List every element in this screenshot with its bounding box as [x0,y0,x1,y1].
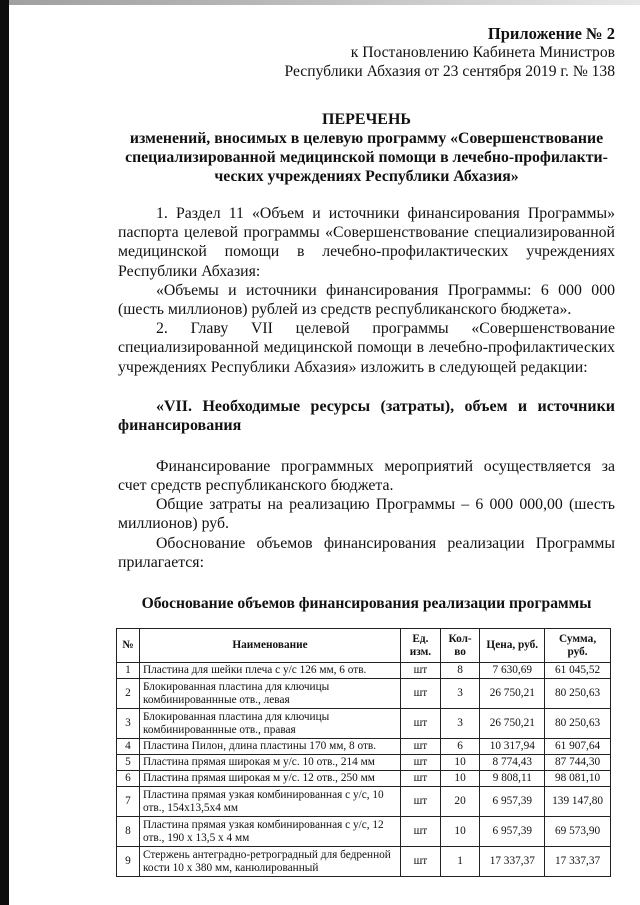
cell-price: 8 774,43 [480,755,545,771]
paragraph-2: «Объемы и источники финансирования Программы: 6 000 000 (шесть миллионов) рублей из средств республиканского бюджета». [118,281,615,319]
table-row [117,817,611,847]
cell-sum: 139 147,80 [545,787,611,817]
title-line-1: изменений, вносимых в целевую программу «Совершенствование [129,130,604,147]
cell-sum: 80 250,63 [545,679,611,709]
cell-sum: 80 250,63 [545,709,611,739]
cell-unit: шт [401,787,441,817]
cell-unit: шт [401,817,441,847]
paragraph-4: Финансирование программных мероприятий осуществляется за счет средств республиканского бюджета. [118,457,615,495]
cell-name: Пластина для шейки плеча с у/с 126 мм, 6 отв. [139,663,400,679]
cell-qty: 3 [440,679,480,709]
cell-name: Пластина прямая широкая м у/с. 10 отв., 214 мм [139,755,400,771]
table-row [117,847,611,877]
paragraph-6: Обоснование объемов финансирования реализации Программы прилагается: [118,534,615,571]
scan-edge-left [0,0,9,905]
document-page [118,0,615,877]
cell-unit: шт [401,679,441,709]
chapter-heading: «VII. Необходимые ресурсы (затраты), объем и источники финансирования [118,397,615,435]
appendix-number: Приложение № 2 [487,24,615,43]
cell-unit: шт [401,739,441,755]
cell-name: Стержень антеградно-ретроградный для бедренной кости 10 х 380 мм, канюлированный [139,847,400,877]
cell-number: 5 [117,755,140,771]
cell-qty: 20 [440,787,480,817]
title-line-2: специализированной медицинской помощи в лечебно-профилакти- [125,149,608,166]
table-row [117,771,611,787]
cell-sum: 87 744,30 [545,755,611,771]
table-header-row [117,629,611,663]
cell-unit: шт [401,847,441,877]
title-main: ПЕРЕЧЕНЬ [322,111,411,128]
cell-qty: 10 [440,817,480,847]
table-row [117,739,611,755]
cell-name: Блокированная пластина для ключицы комбинированнные отв., правая [139,709,400,739]
cell-unit: шт [401,771,441,787]
paragraph-3: 2. Главу VII целевой программы «Совершенствование специализированной медицинской помощи в лечебно-профилактических учреждениях Республики Абхазия» изложить в следующей редакции: [118,320,615,376]
cell-number: 6 [117,771,140,787]
cell-name: Пластина прямая узкая комбинированная с у/с, 10 отв., 154х13,5х4 мм [139,787,400,817]
document-title [118,110,615,186]
cell-qty: 3 [440,709,480,739]
cell-number: 1 [117,663,140,679]
table-row [117,755,611,771]
cell-price: 7 630,69 [480,663,545,679]
paragraph-1: 1. Раздел 11 «Объем и источники финансирования Программы» паспорта целевой программы «Совершенствование специализированной медицинской помощи в лечебно-профилактических учреждениях Республики Абхазия: [118,205,615,280]
cell-sum: 17 337,37 [545,847,611,877]
header-qty: Кол-во [440,629,480,663]
cell-name: Блокированная пластина для ключицы комбинированнные отв., левая [139,679,400,709]
table-row [117,709,611,739]
cell-sum: 61 907,64 [545,739,611,755]
table-row [117,679,611,709]
cell-number: 8 [117,817,140,847]
cell-number: 2 [117,679,140,709]
cell-name: Пластина Пилон, длина пластины 170 мм, 8 отв. [139,739,400,755]
cell-price: 9 808,11 [480,771,545,787]
cell-unit: шт [401,755,441,771]
cell-price: 6 957,39 [480,817,545,847]
cell-price: 6 957,39 [480,787,545,817]
header-name: Наименование [139,629,400,663]
header-unit: Ед. изм. [401,629,441,663]
cell-price: 26 750,21 [480,709,545,739]
cell-unit: шт [401,663,441,679]
cell-sum: 61 045,52 [545,663,611,679]
cell-price: 17 337,37 [480,847,545,877]
cell-sum: 98 081,10 [545,771,611,787]
cell-qty: 10 [440,755,480,771]
cell-qty: 10 [440,771,480,787]
cell-price: 10 317,94 [480,739,545,755]
cell-price: 26 750,21 [480,679,545,709]
cell-unit: шт [401,709,441,739]
paragraph-5: Общие затраты на реализацию Программы – 6 000 000,00 (шесть миллионов) руб. [118,496,615,533]
financing-table [116,628,611,877]
cell-number: 7 [117,787,140,817]
table-row [117,663,611,679]
header-number: № [117,629,140,663]
title-line-3: ческих учреждениях Республики Абхазия» [214,168,519,185]
cell-sum: 69 573,90 [545,817,611,847]
cell-qty: 6 [440,739,480,755]
cell-number: 9 [117,847,140,877]
appendix-line-2: к Постановлению Кабинета Министров [350,44,615,61]
cell-number: 4 [117,739,140,755]
appendix-line-3: Республики Абхазия от 23 сентября 2019 г. № 138 [284,63,615,80]
appendix-header [118,24,615,81]
cell-qty: 1 [440,847,480,877]
header-price: Цена, руб. [480,629,545,663]
cell-number: 3 [117,709,140,739]
table-row [117,787,611,817]
cell-name: Пластина прямая узкая комбинированная с у/с, 12 отв., 190 х 13,5 х 4 мм [139,817,400,847]
cell-qty: 8 [440,663,480,679]
header-sum: Сумма, руб. [545,629,611,663]
table-title: Обоснование объемов финансирования реализации программы [141,595,592,613]
cell-name: Пластина прямая широкая м у/с. 12 отв., 250 мм [139,771,400,787]
